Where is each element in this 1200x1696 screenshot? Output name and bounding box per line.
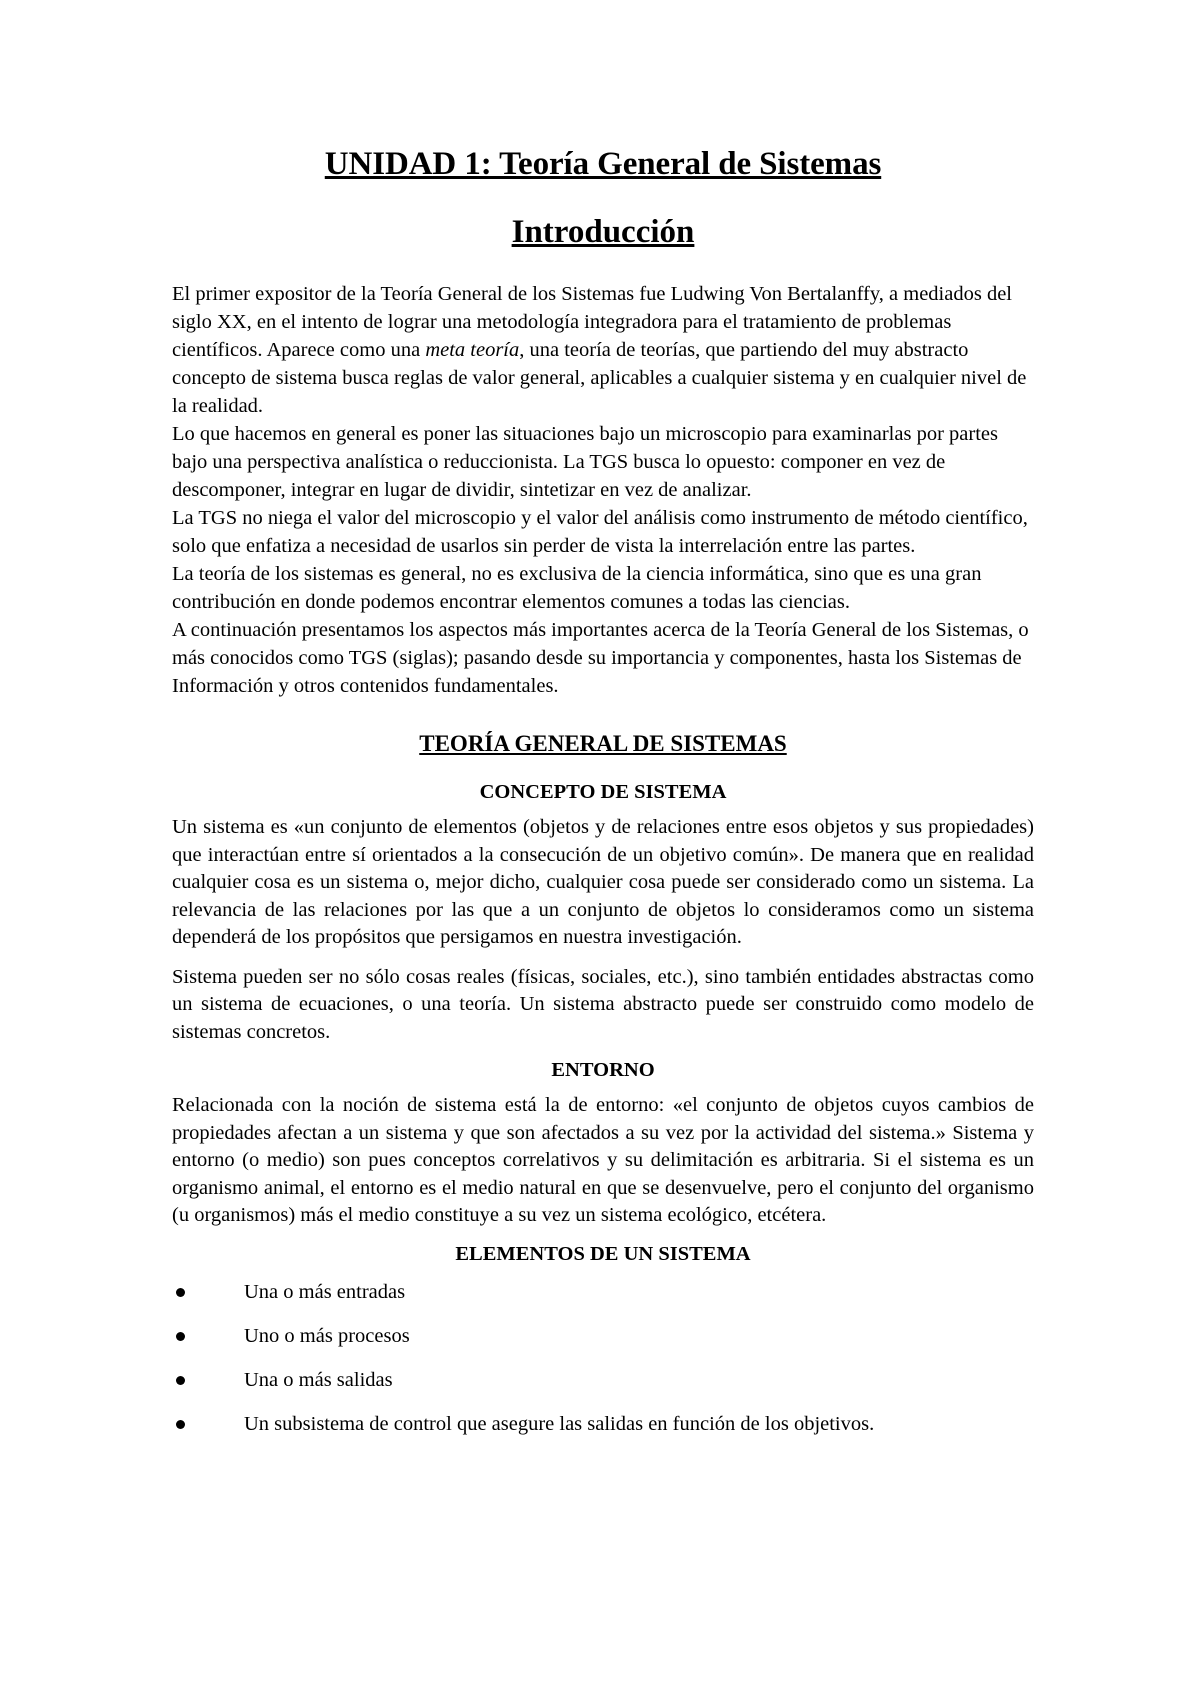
intro-paragraph-4: La teoría de los sistemas es general, no es exclusiva de la ciencia informática, sino que es una gran contribución en donde podemos encontrar elementos comunes a todas las ciencias. xyxy=(172,563,982,613)
list-item xyxy=(172,1322,1034,1350)
intro-p1-text: El primer expositor de la Teoría General de los Sistemas fue Ludwing Von Bertalanffy, a mediados del siglo XX, en el intento de lograr una metodología integradora para el tratamiento de problemas científicos. Aparece como una xyxy=(172,283,1012,361)
section-heading-tgs: TEORÍA GENERAL DE SISTEMAS xyxy=(419,731,787,756)
elements-list xyxy=(172,1278,1034,1438)
bullet-icon xyxy=(176,1376,185,1385)
intro-paragraph-2: Lo que hacemos en general es poner las situaciones bajo un microscopio para examinarlas por partes bajo una perspectiva analística o reduccionista. La TGS busca lo opuesto: componer en vez de descomponer, integrar en lugar de dividir, sintetizar en vez de analizar. xyxy=(172,423,998,501)
list-item xyxy=(172,1278,1034,1306)
bullet-icon xyxy=(176,1420,185,1429)
list-item-text: Uno o más procesos xyxy=(244,1324,410,1347)
document-title: UNIDAD 1: Teoría General de Sistemas xyxy=(324,146,882,182)
document-subtitle: Introducción xyxy=(511,214,695,250)
intro-paragraph-5: A continuación presentamos los aspectos más importantes acerca de la Teoría General de los Sistemas, o más conocidos como TGS (siglas); pasando desde su importancia y componentes, hasta los Sistemas de Información y otros contenidos fundamentales. xyxy=(172,619,1029,697)
list-item xyxy=(172,1410,1034,1438)
intro-paragraph-3: La TGS no niega el valor del microscopio y el valor del análisis como instrumento de método científico, solo que enfatiza a necesidad de usarlos sin perder de vista la interrelación entre las partes. xyxy=(172,507,1028,557)
list-item-text: Una o más salidas xyxy=(244,1368,393,1391)
list-item-text: Un subsistema de control que asegure las salidas en función de los objetivos. xyxy=(244,1412,875,1435)
intro-p1-italic: meta teoría xyxy=(425,339,520,361)
intro-paragraph-1 xyxy=(172,280,1034,420)
list-item-text: Una o más entradas xyxy=(244,1280,406,1303)
intro-p1-text-end: , una teoría de teorías, que partiendo del muy abstracto concepto de sistema busca reglas de valor general, aplicables a cualquier sistema y en cualquier nivel de la realidad. xyxy=(172,339,1027,417)
subheading-elementos: ELEMENTOS DE UN SISTEMA xyxy=(455,1242,751,1265)
concepto-paragraph-1: Un sistema es «un conjunto de elementos (objetos y de relaciones entre esos objetos y sus propiedades) que interactúan entre sí orientados a la consecución de un objetivo común». De manera que en realidad cualquier cosa es un sistema o, mejor dicho, cualquier cosa puede ser considerado como un sistema. La relevancia de las relaciones por las que a un conjunto de objetos lo consideramos como un sistema dependerá de los propósitos que persigamos en nuestra investigación. xyxy=(172,816,1034,948)
entorno-paragraph: Relacionada con la noción de sistema está la de entorno: «el conjunto de objetos cuyos cambios de propiedades afectan a un sistema y que son afectados a su vez por la actividad del sistema.» Sistema y entorno (o medio) son pues conceptos correlativos y su delimitación es arbitraria. Si el sistema es un organismo animal, el entorno es el medio natural en que se desenvuelve, pero el conjunto del organismo (u organismos) más el medio constituye a su vez un sistema ecológico, etcétera. xyxy=(172,1094,1034,1226)
bullet-icon xyxy=(176,1332,185,1341)
concepto-paragraph-2: Sistema pueden ser no sólo cosas reales (físicas, sociales, etc.), sino también entidades abstractas como un sistema de ecuaciones, o una teoría. Un sistema abstracto puede ser construido como modelo de sistemas concretos. xyxy=(172,965,1034,1043)
bullet-icon xyxy=(176,1288,185,1297)
intro-section xyxy=(172,280,1034,700)
document-content xyxy=(172,142,1034,1454)
subheading-entorno: ENTORNO xyxy=(551,1059,655,1081)
subheading-concepto: CONCEPTO DE SISTEMA xyxy=(479,781,727,803)
list-item xyxy=(172,1366,1034,1394)
